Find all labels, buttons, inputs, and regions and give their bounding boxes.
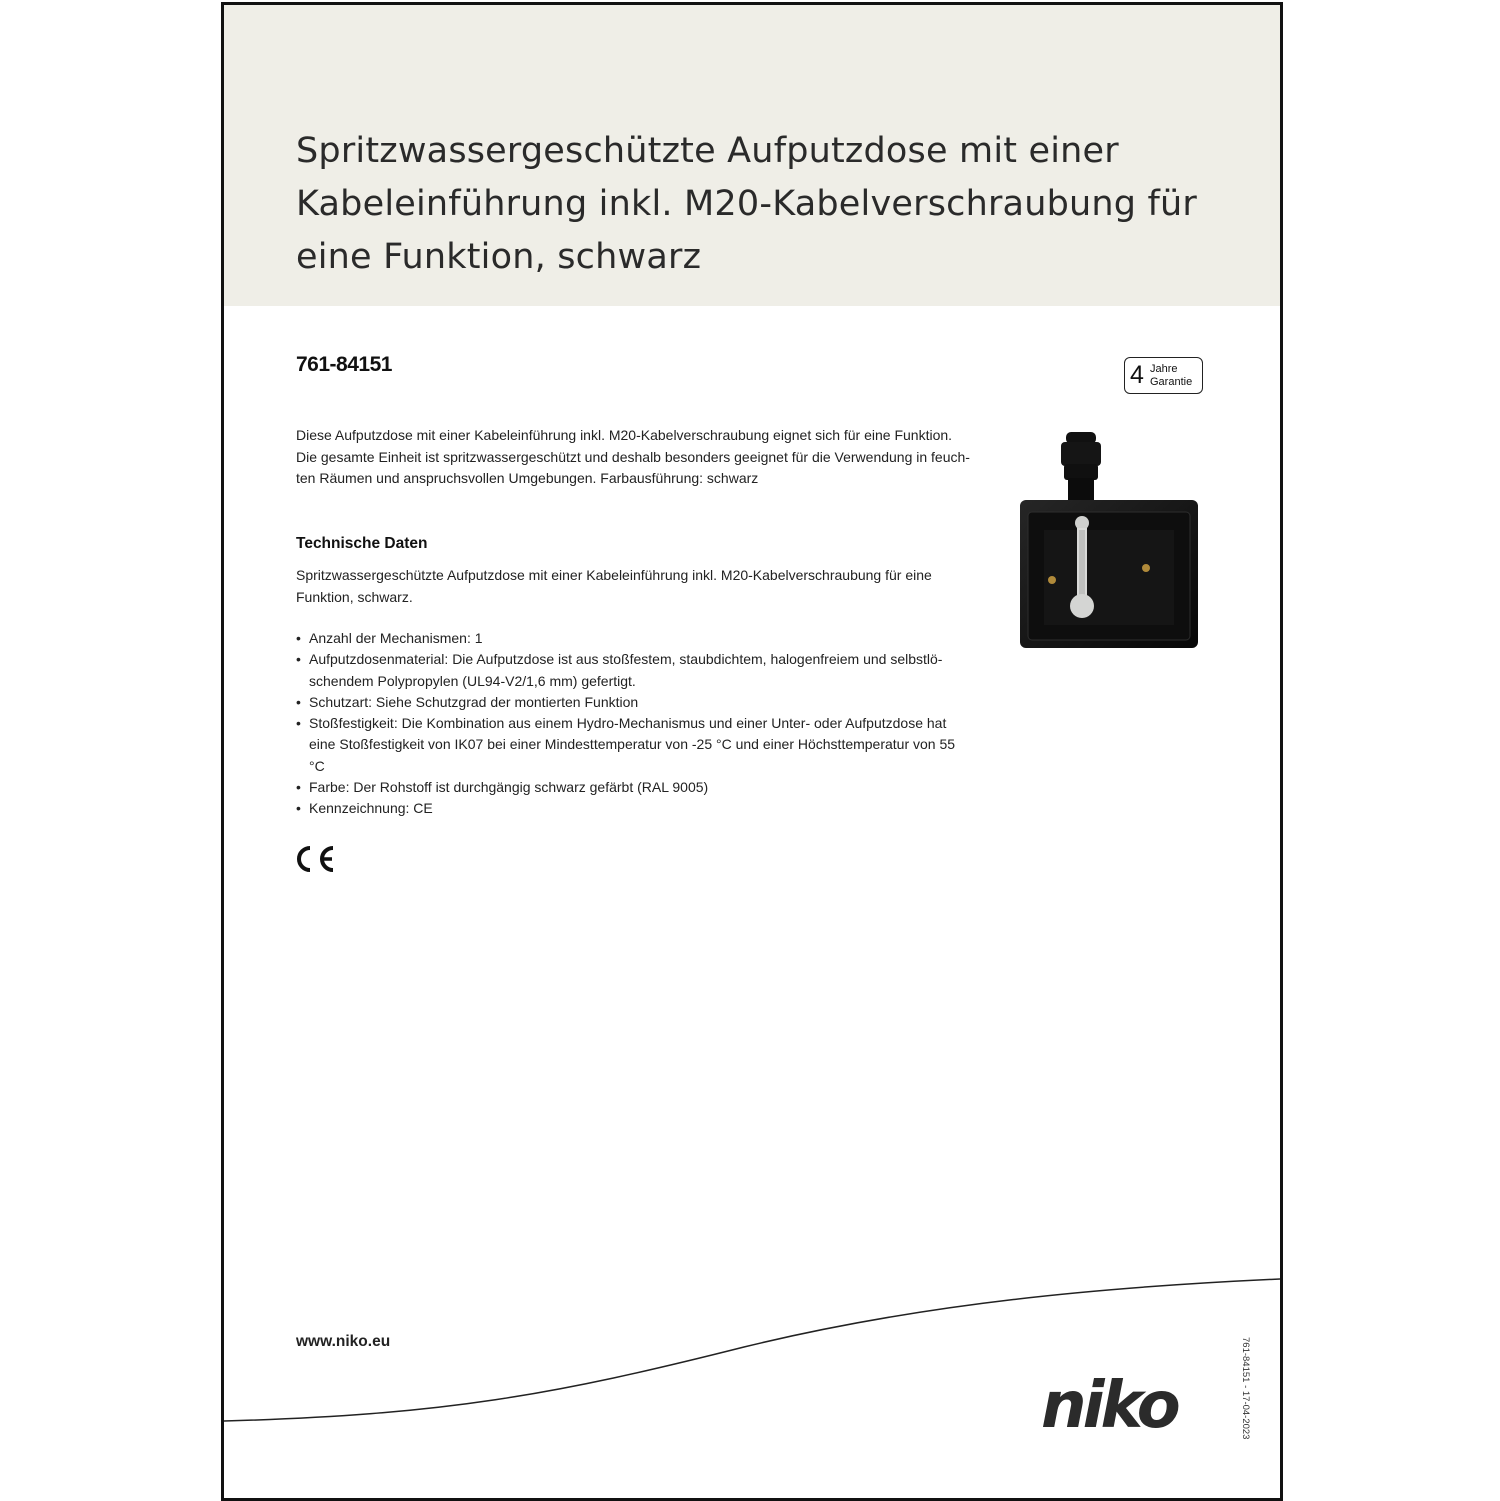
feature-item — [296, 649, 961, 692]
technical-intro-line: Spritzwassergeschützte Aufputzdose mit einer Kabeleinführung inkl. M20-Kabelverschraubung für eine — [296, 567, 932, 583]
bullet-icon: • — [296, 651, 301, 668]
description-line: Die gesamte Einheit ist spritzwassergeschützt und deshalb besonders geeignet für die Verwendung in feuch- — [296, 448, 970, 465]
feature-text: Kennzeichnung: CE — [309, 800, 433, 817]
feature-text: Farbe: Der Rohstoff ist durchgängig schwarz gefärbt (RAL 9005) — [309, 779, 709, 796]
document-reference — [1240, 1337, 1257, 1447]
product-description — [296, 425, 970, 490]
technical-data-heading: Technische Daten — [296, 535, 428, 552]
warranty-label-years: Jahre — [1150, 363, 1178, 375]
feature-text: °C — [309, 757, 325, 774]
feature-item — [296, 628, 961, 649]
logo-text: niko — [1041, 1377, 1177, 1433]
feature-text: Stoßfestigkeit: Die Kombination aus einem Hydro-Mechanismus und einer Unter- oder Aufputzdose hat — [309, 715, 947, 732]
bullet-icon: • — [296, 630, 301, 646]
header-band — [224, 5, 1280, 306]
bullet-icon: • — [296, 693, 301, 710]
bullet-icon: • — [296, 779, 301, 796]
technical-intro-line: Funktion, schwarz. — [296, 588, 413, 605]
niko-logo — [1039, 1377, 1211, 1433]
feature-item — [296, 798, 961, 819]
description-line: Diese Aufputzdose mit einer Kabeleinführung inkl. M20-Kabelverschraubung eignet sich für eine Funktion. — [296, 427, 953, 443]
feature-text: Anzahl der Mechanismen: 1 — [309, 630, 483, 646]
bullet-icon: • — [296, 800, 301, 817]
title-line: eine Funktion, schwarz — [296, 237, 702, 277]
document-reference-text: 761-84151 - 17-04-2023 — [1240, 1337, 1251, 1440]
feature-list — [296, 628, 961, 820]
feature-item — [296, 692, 961, 713]
website-link[interactable]: www.niko.eu — [296, 1333, 391, 1350]
description-line: ten Räumen und anspruchsvollen Umgebungen. Farbausführung: schwarz — [296, 470, 759, 486]
title-line: Spritzwassergeschützte Aufputzdose mit einer — [296, 131, 1119, 171]
datasheet-page — [221, 2, 1283, 1501]
feature-text: Aufputzdosenmaterial: Die Aufputzdose ist aus stoßfestem, staubdichtem, halogenfreiem und selbstlö- — [309, 651, 943, 668]
feature-text: schendem Polypropylen (UL94-V2/1,6 mm) gefertigt. — [309, 672, 636, 689]
product-code: 761-84151 — [296, 353, 392, 376]
bullet-icon: • — [296, 715, 301, 732]
warranty-badge — [1124, 357, 1203, 394]
product-image — [1014, 430, 1204, 655]
feature-item — [296, 777, 961, 798]
page-title — [296, 125, 1226, 284]
title-line: Kabeleinführung inkl. M20-Kabelverschraubung für — [296, 184, 1197, 224]
warranty-label-guarantee: Garantie — [1150, 376, 1193, 388]
feature-item — [296, 713, 961, 777]
technical-intro — [296, 565, 961, 608]
feature-text: eine Stoßfestigkeit von IK07 bei einer Mindesttemperatur von -25 °C und einer Höchsttemperatur von 55 — [309, 736, 956, 753]
ce-mark-icon — [294, 843, 338, 875]
warranty-years: 4 — [1130, 361, 1144, 389]
feature-text: Schutzart: Siehe Schutzgrad der montierten Funktion — [309, 693, 639, 710]
